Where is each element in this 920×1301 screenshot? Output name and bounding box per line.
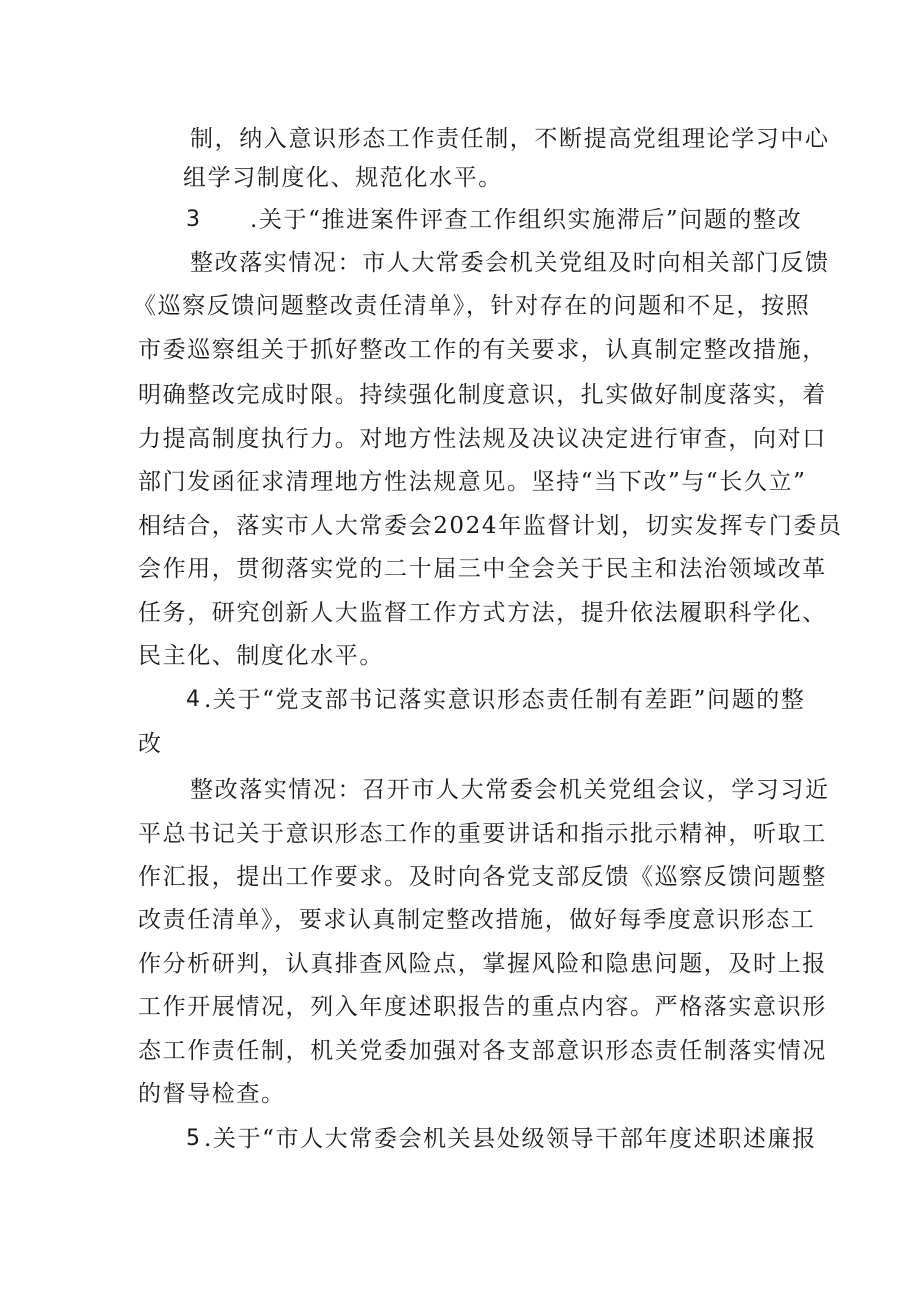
paragraph-line: 作汇报，提出工作要求。及时向各党支部反馈《巡察反馈问题整: [138, 864, 827, 890]
paragraph-line: 市委巡察组关于抓好整改工作的有关要求，认真制定整改措施，: [138, 337, 827, 363]
paragraph-line: 整改落实情况：市人大常委会机关党组及时向相关部门反馈: [190, 250, 830, 276]
paragraph-line: 部门发函征求清理地方性法规意见。坚持“当下改”与“长久立”: [138, 469, 807, 495]
paragraph-line: 工作开展情况，列入年度述职报告的重点内容。严格落实意识形: [138, 994, 827, 1020]
paragraph-line: 态工作责任制，机关党委加强对各支部意识形态责任制落实情况: [138, 1038, 827, 1064]
paragraph-line: 作分析研判，认真排查风险点，掌握风险和隐患问题，及时上报: [138, 951, 827, 977]
paragraph-line: 相结合，落实市人大常委会2024年监督计划，切实发挥专门委员: [138, 513, 843, 539]
paragraph-line: 会作用，贯彻落实党的二十届三中全会关于民主和法治领域改革: [138, 556, 827, 582]
section-heading: .关于“党支部书记落实意识形态责任制有差距”问题的整: [204, 687, 806, 713]
paragraph-line: 组学习制度化、规范化水平。: [183, 165, 503, 191]
section-heading: .关于“推进案件评查工作组织实施滞后”问题的整改: [250, 207, 803, 233]
paragraph-line: 民主化、制度化水平。: [138, 643, 384, 669]
item-number: 3: [186, 207, 202, 232]
item-number: 5: [186, 1126, 202, 1151]
section-heading-continued: 改: [138, 731, 163, 757]
paragraph-line: 平总书记关于意识形态工作的重要讲话和指示批示精神，听取工: [138, 821, 827, 847]
section-heading: .关于“市人大常委会机关县处级领导干部年度述职述廉报: [204, 1126, 817, 1152]
paragraph-line: 《巡察反馈问题整改责任清单》，针对存在的问题和不足，按照: [133, 293, 811, 319]
item-number: 4: [186, 687, 202, 712]
paragraph-line: 力提高制度执行力。对地方性法规及决议决定进行审查，向对口: [138, 426, 827, 452]
paragraph-line: 整改落实情况：召开市人大常委会机关党组会议，学习习近: [190, 777, 830, 803]
paragraph-line: 制，纳入意识形态工作责任制，不断提高党组理论学习中心: [190, 126, 830, 152]
paragraph-line: 明确整改完成时限。持续强化制度意识，扎实做好制度落实，着: [138, 382, 827, 408]
paragraph-line: 的督导检查。: [138, 1081, 286, 1107]
paragraph-line: 改责任清单》，要求认真制定整改措施，做好每季度意识形态工: [138, 907, 816, 933]
paragraph-line: 任务，研究创新人大监督工作方式方法，提升依法履职科学化、: [138, 600, 827, 626]
